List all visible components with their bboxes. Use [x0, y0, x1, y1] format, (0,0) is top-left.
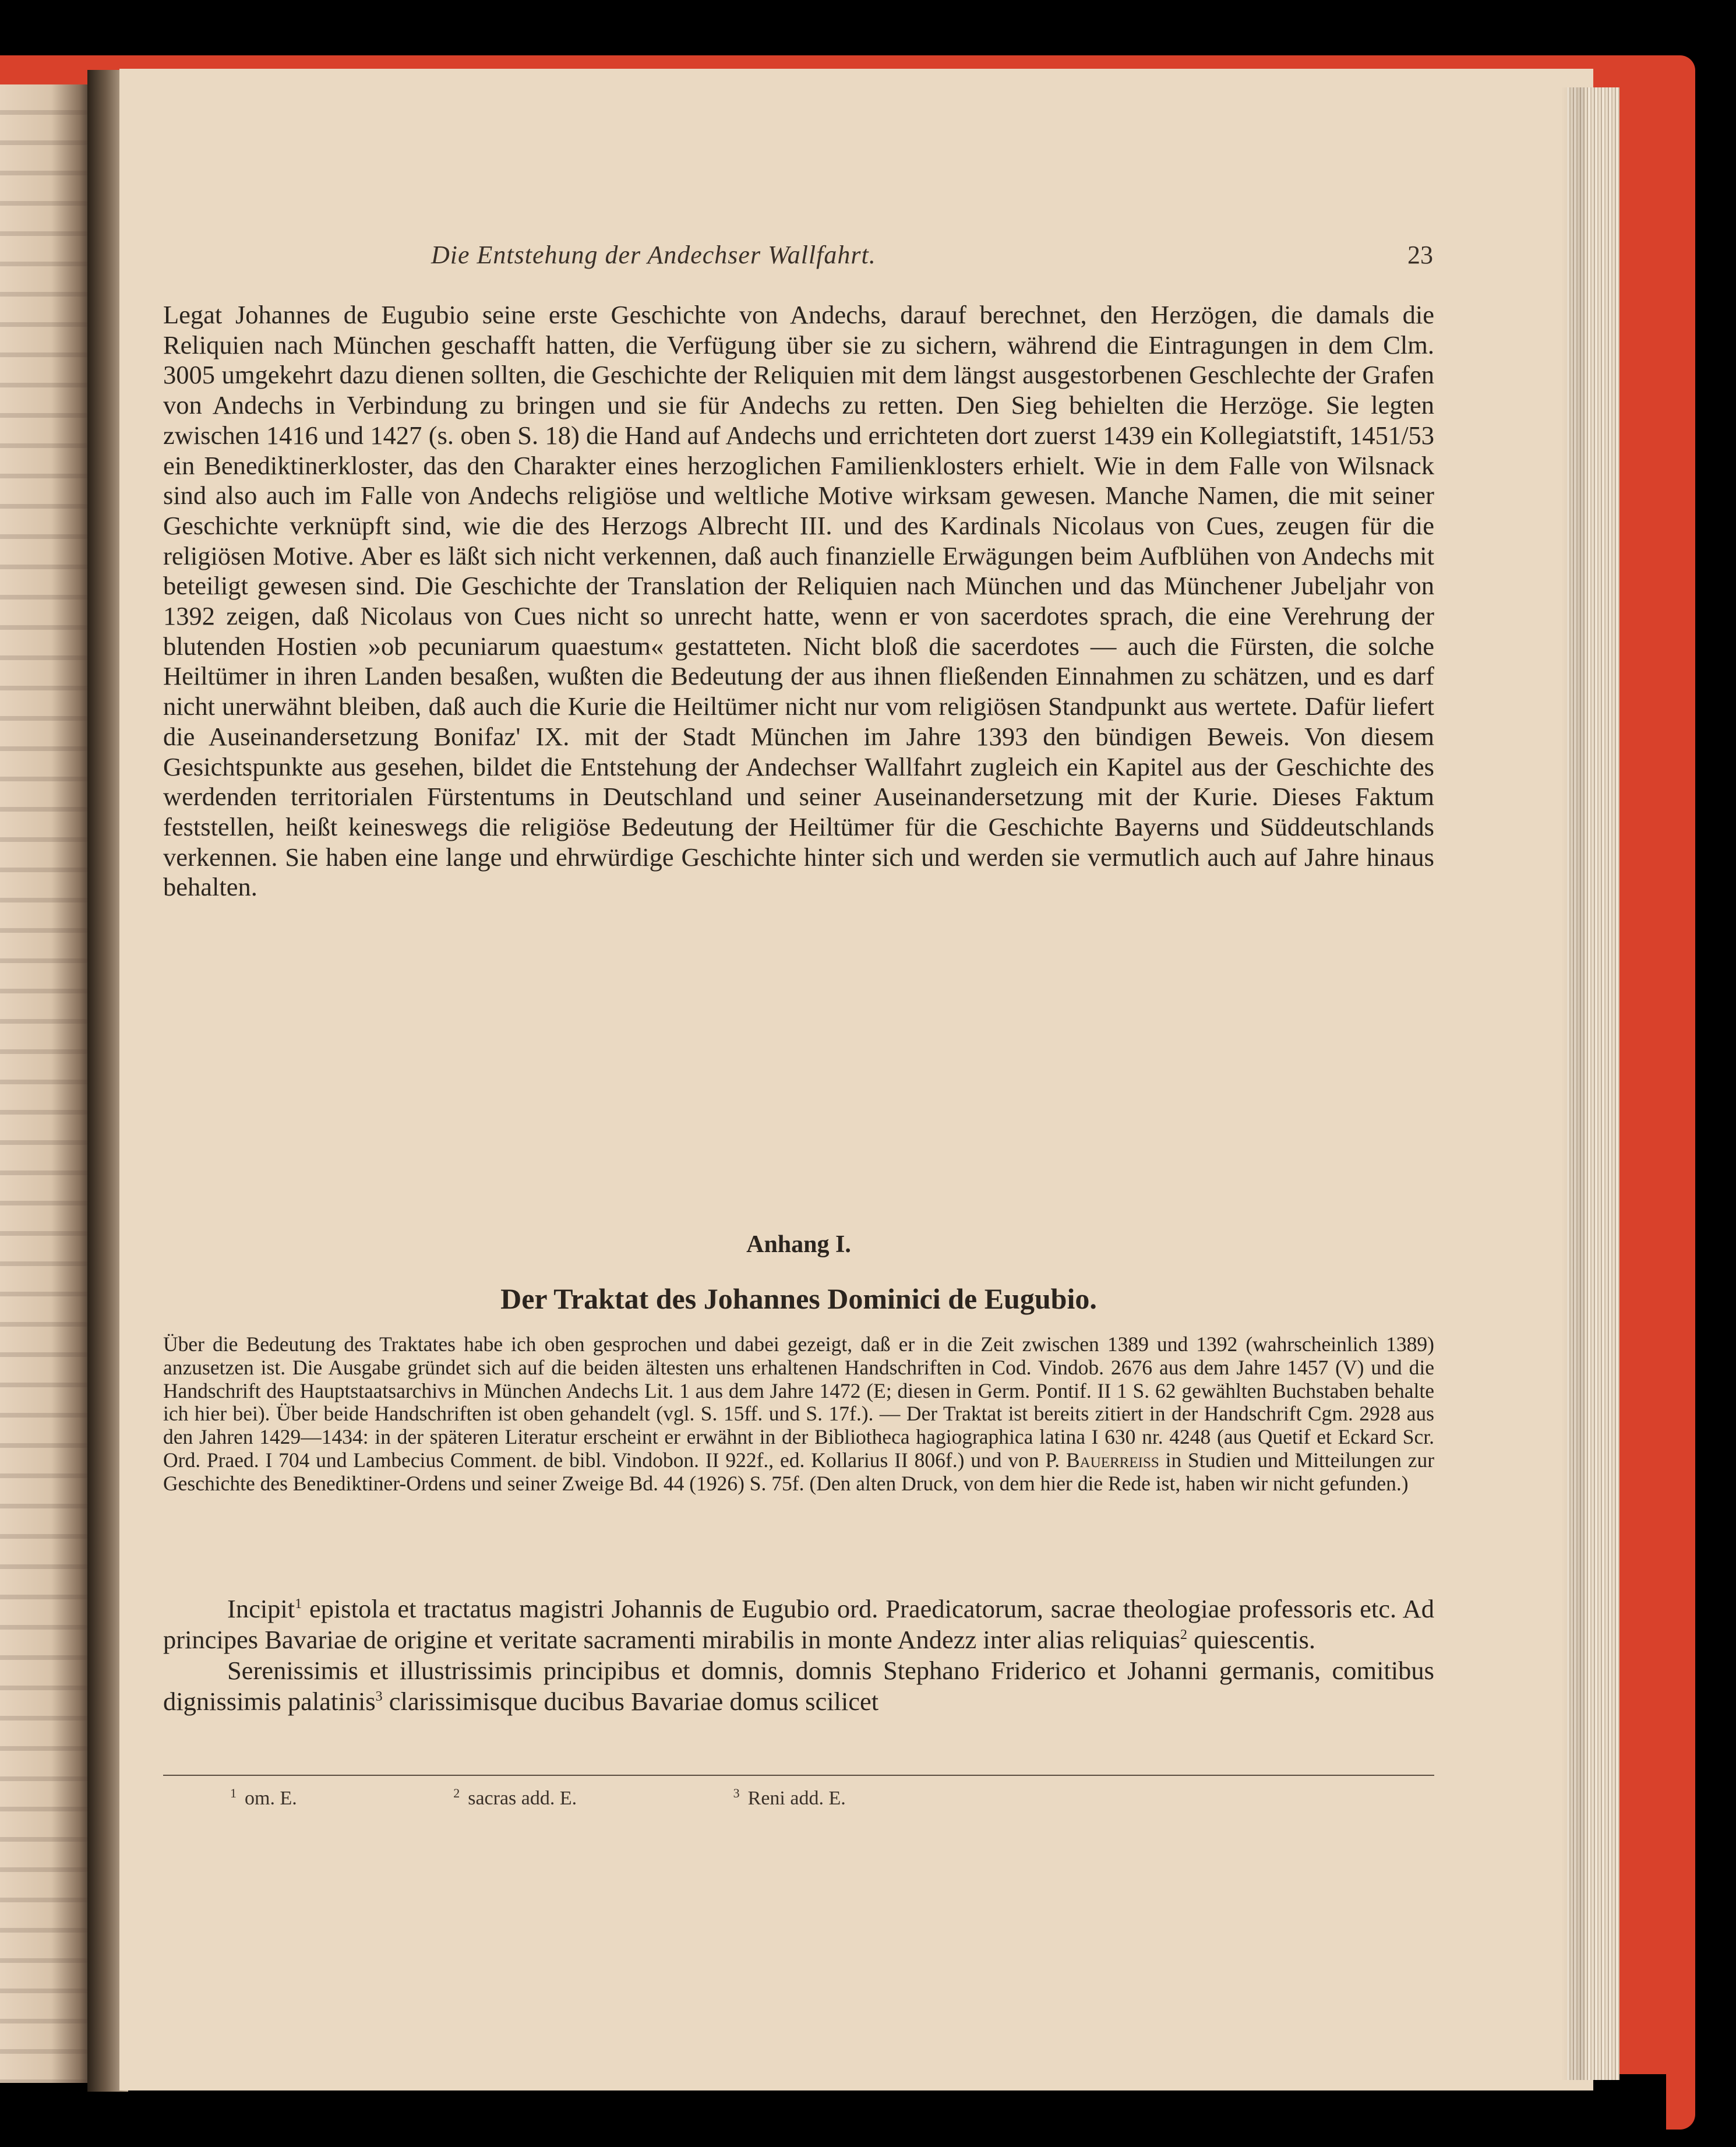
left-page-text-lines: [0, 84, 93, 2083]
latin-p1-b: epistola et tractatus magistri Johannis de Eugubio ord. Praedicatorum, sacrae theologiae professoris etc. Ad principes Bavariae de origine et veritate sacramenti mirabilis in monte Andezz inter alias reliquias: [163, 1594, 1434, 1654]
main-text: [163, 300, 1434, 902]
running-title: Die Entstehung der Andechser Wallfahrt.: [431, 241, 876, 269]
appendix-label: Anhang I.: [746, 1231, 851, 1258]
footnotes: [230, 1785, 1279, 1810]
running-header: [163, 240, 1433, 275]
footnote-rule: [163, 1775, 1434, 1776]
left-page-edge: [0, 84, 93, 2083]
page-edge-shadow: [1561, 87, 1585, 2080]
intro-text-2: in Studien und Mitteilungen zur Geschichte des Benediktiner-Ordens und seiner Zweige Bd. 44 (1926) S. 75f. (Den alten Druck, von dem hier die Rede ist, haben wir nicht gefunden.): [163, 1448, 1435, 1495]
footnote-text: Reni add. E.: [747, 1788, 846, 1809]
latin-p2-a: Serenissimis et illustrissimis principibus et domnis, domnis Stephano Friderico et Johanni germanis, comitibus dignissimis palatinis: [163, 1656, 1434, 1716]
latin-paragraph-incipit: [163, 1593, 1434, 1655]
latin-text: [163, 1593, 1434, 1717]
latin-paragraph-salutation: [163, 1655, 1434, 1717]
page-number: 23: [1407, 241, 1433, 269]
footnote-number: 2: [453, 1785, 460, 1800]
footnote-text: om. E.: [245, 1788, 297, 1809]
latin-p1-c: quiescentis.: [1187, 1625, 1315, 1654]
footnote-text: sacras add. E.: [468, 1788, 577, 1809]
footnote-ref-3: 3: [375, 1689, 383, 1705]
footnote-ref-2: 2: [1180, 1627, 1187, 1643]
footnote-number: 3: [733, 1785, 740, 1800]
appendix-intro: [163, 1333, 1434, 1496]
intro-author-name: Bauerreiss: [1065, 1448, 1159, 1472]
latin-p1-a: Incipit: [227, 1594, 295, 1623]
footnote: [733, 1785, 922, 1810]
footnote-number: 1: [230, 1785, 237, 1800]
footnote-ref-1: 1: [295, 1596, 302, 1612]
footnote: [453, 1785, 652, 1810]
footnote: [230, 1785, 373, 1810]
latin-p2-b: clarissimisque ducibus Bavariae domus scilicet: [382, 1687, 879, 1716]
appendix-title: Der Traktat des Johannes Dominici de Eugubio.: [500, 1282, 1097, 1315]
intro-text-1: Über die Bedeutung des Traktates habe ich oben gesprochen und dabei gezeigt, daß er in die Zeit zwischen 1389 und 1392 (wahrscheinlich 1389) anzusetzen ist. Die Ausgabe gründet sich auf die beiden ältesten uns erhaltenen Handschriften in Cod. Vindob. 2676 aus dem Jahre 1457 (V) und die Handschrift des Hauptstaatsarchivs in München Andechs Lit. 1 aus dem Jahre 1472 (E; diesen in Germ. Pontif. II 1 S. 62 gewählten Buchstaben behalte ich hier bei). Über beide Handschriften ist oben gehandelt (vgl. S. 15ff. und S. 17f.). — Der Traktat ist bereits zitiert in der Handschrift Cgm. 2928 aus den Jahren 1429—1434: in der späteren Literatur erscheint er erwähnt in der Bibliotheca hagiographica latina I 630 nr. 4248 (aus Quetif et Eckard Scr. Ord. Praed. I 704 und Lambecius Comment. de bibl. Vindobon. II 922f., ed. Kollarius II 806f.) und von P.: [163, 1332, 1434, 1472]
body-paragraph: Legat Johannes de Eugubio seine erste Geschichte von Andechs, darauf berechnet, den Herzögen, die damals die Reliquien nach München geschafft hatten, die Verfügung über sie zu sichern, während die Eintragungen in dem Clm. 3005 umgekehrt dazu dienen sollten, die Geschichte der Reliquien mit dem längst ausgestorbenen Geschlechte der Grafen von Andechs in Verbindung zu bringen und sie für Andechs zu retten. Den Sieg behielten die Herzöge. Sie legten zwischen 1416 und 1427 (s. oben S. 18) die Hand auf Andechs und errichteten dort zuerst 1439 ein Kollegiatstift, 1451/53 ein Benediktinerkloster, das den Charakter eines herzoglichen Familienklosters erhielt. Wie in dem Falle von Wilsnack sind also auch im Falle von Andechs religiöse und weltliche Motive wirksam gewesen. Manche Namen, die mit seiner Geschichte verknüpft sind, wie die des Herzogs Albrecht III. und des Kardinals Nicolaus von Cues, zeugen für die religiösen Motive. Aber es läßt sich nicht verkennen, daß auch finanzielle Erwägungen beim Aufblühen von Andechs mit beteiligt gewesen sind. Die Geschichte der Translation der Reliquien nach München und das Münchener Jubeljahr von 1392 zeigen, daß Nicolaus von Cues nicht so unrecht hatte, wenn er von sacerdotes sprach, die eine Verehrung der blutenden Hostien »ob pecuniarum quaestum« gestatteten. Nicht bloß die sacerdotes — auch die Fürsten, die solche Heiltümer in ihren Landen besaßen, wußten die Bedeutung der aus ihnen fließenden Einnahmen zu schätzen, und es darf nicht unerwähnt bleiben, daß auch die Kurie die Heiltümer nicht nur vom religiösen Standpunkt aus wertete. Dafür liefert die Auseinandersetzung Bonifaz' IX. mit der Stadt München im Jahre 1393 den bündigen Beweis. Von diesem Gesichtspunkte aus gesehen, bildet die Entstehung der Andechser Wallfahrt zugleich ein Kapitel aus der Geschichte des werdenden territorialen Fürstentums in Deutschland und seiner Auseinandersetzung mit der Kurie. Dieses Faktum feststellen, heißt keineswegs die religiöse Bedeutung der Heiltümer für die Geschichte Bayerns und Süddeutschlands verkennen. Sie haben eine lange und ehrwürdige Geschichte hinter sich und werden sie vermutlich auch auf Jahre hinaus behalten.: [163, 300, 1434, 902]
